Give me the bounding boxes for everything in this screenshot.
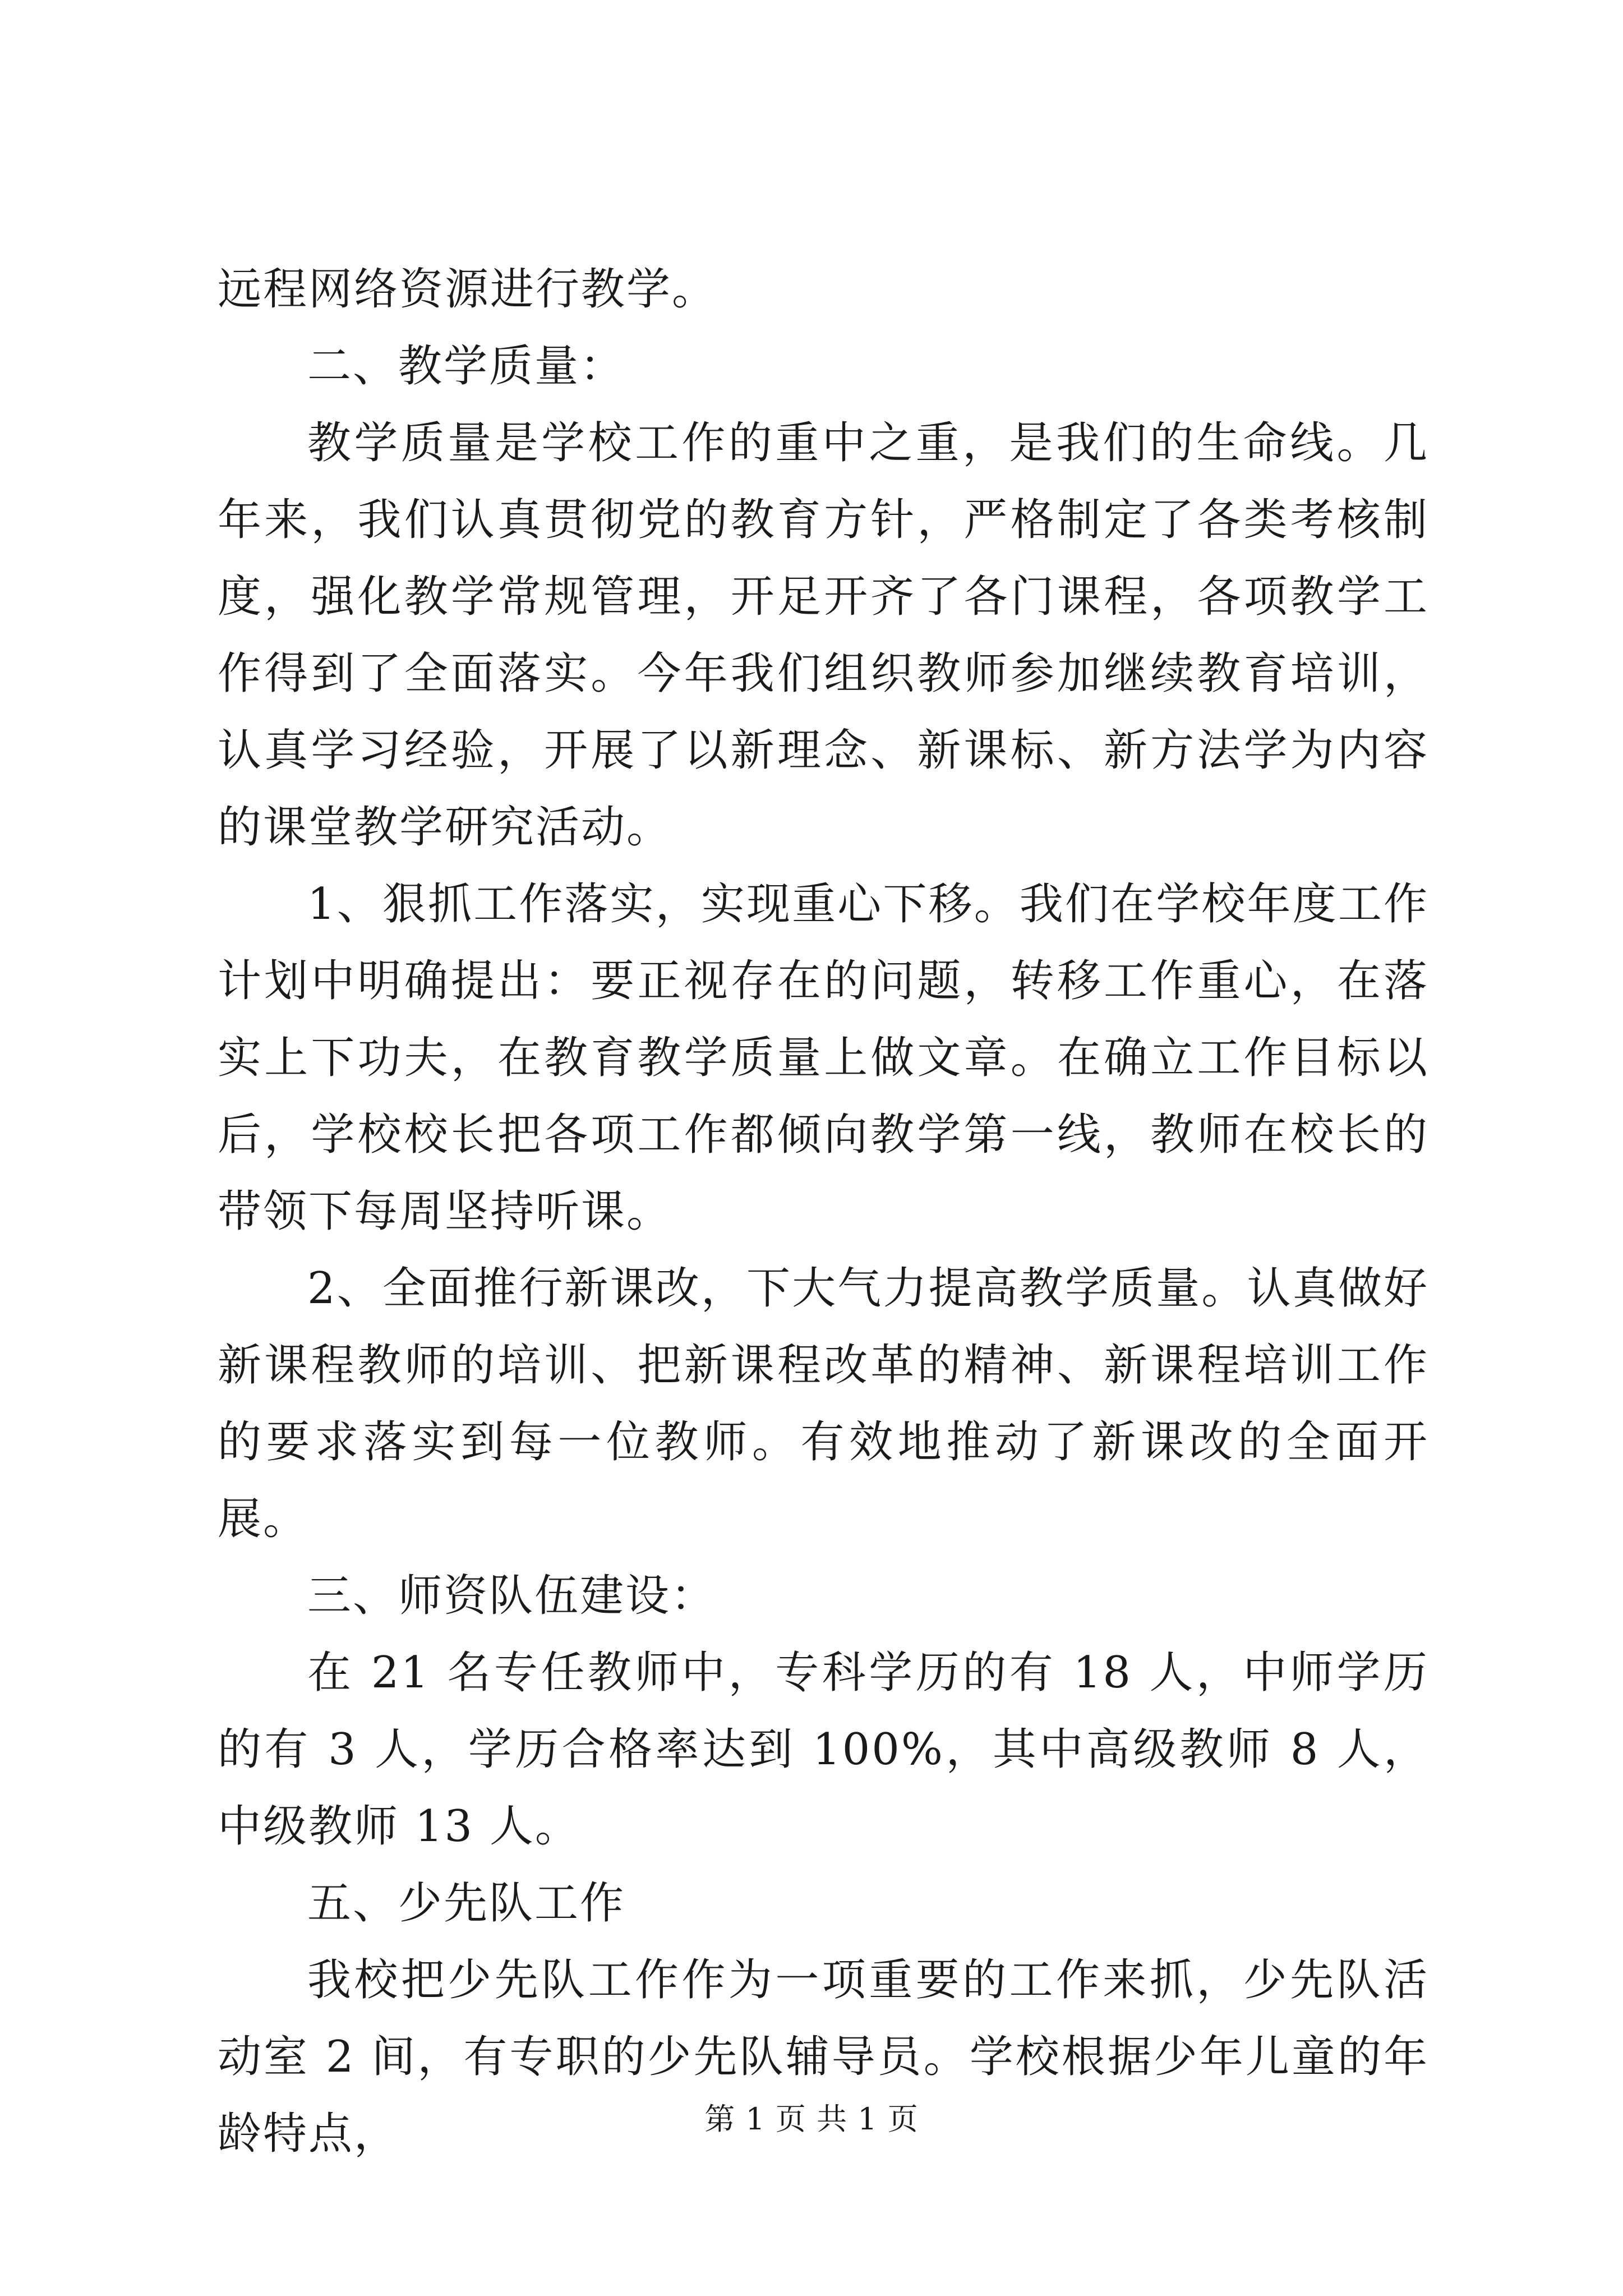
paragraph-item-1: 1、狠抓工作落实，实现重心下移。我们在学校年度工作计划中明确提出：要正视存在的问题，转移工作重心，在落实上下功夫，在教育教学质量上做文章。在确立工作目标以后，学校校长把各项工作都倾向教学第一线，教师在校长的带领下每周坚持听课。: [218, 879, 1429, 1237]
paragraph-item-2: 2、全面推行新课改，下大气力提高教学质量。认真做好新课程教师的培训、把新课程改革的精神、新课程培训工作的要求落实到每一位教师。有效地推动了新课改的全面开展。: [218, 1263, 1429, 1544]
paragraph-teaching-quality: 教学质量是学校工作的重中之重，是我们的生命线。几年来，我们认真贯彻党的教育方针，严格制定了各类考核制度，强化教学常规管理，开足开齐了各门课程，各项教学工作得到了全面落实。今年我们组织教师参加继续教育培训，认真学习经验，开展了以新理念、新课标、新方法学为内容的课堂教学研究活动。: [218, 418, 1429, 853]
section-heading-young-pioneers: 五、少先队工作: [307, 1878, 626, 1929]
paragraph-young-pioneers: 我校把少先队工作作为一项重要的工作来抓，少先队活动室 2 间，有专职的少先队辅导员。学校根据少年儿童的年龄特点，: [218, 1955, 1429, 2159]
section-heading-teaching-quality: 二、教学质量：: [307, 341, 626, 392]
paragraph-continuation: 远程网络资源进行教学。: [218, 264, 718, 315]
page-footer: 第 1 页 共 1 页: [704, 2101, 919, 2137]
section-heading-teacher-team: 三、师资队伍建设：: [307, 1571, 717, 1621]
paragraph-teacher-stats: 在 21 名专任教师中，专科学历的有 18 人，中师学历的有 3 人，学历合格率达到 100%，其中高级教师 8 人，中级教师 13 人。: [218, 1648, 1429, 1852]
document-body: [218, 251, 1429, 2173]
